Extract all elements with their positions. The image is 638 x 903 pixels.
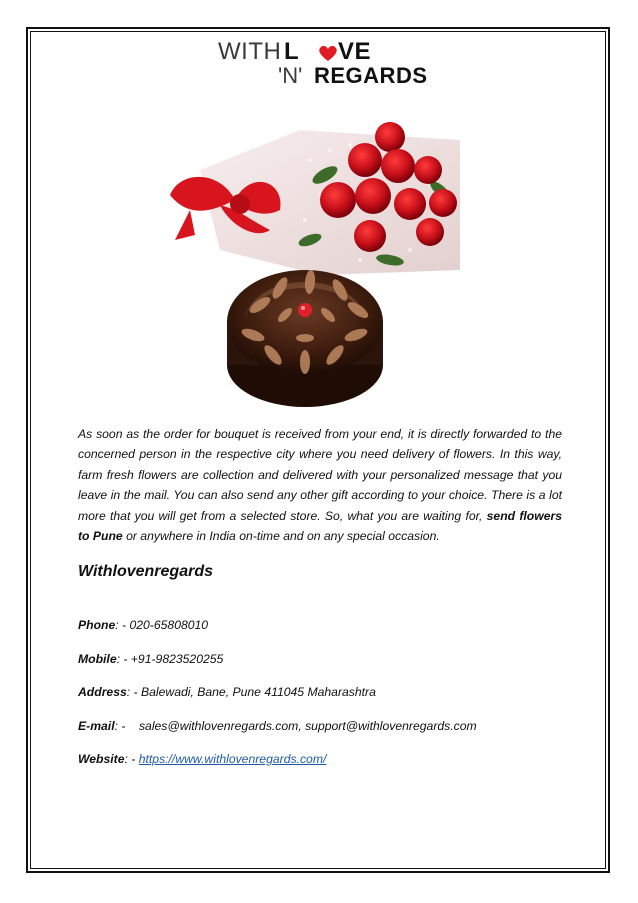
brand-logo — [218, 38, 428, 88]
contact-email — [78, 719, 477, 733]
company-name: Withlovenregards — [78, 563, 213, 580]
contact-address — [78, 685, 376, 699]
address-label: Address — [78, 685, 127, 699]
mobile-value: : - +91-9823520255 — [116, 652, 224, 666]
email-label: E-mail — [78, 719, 115, 733]
contact-mobile — [78, 652, 223, 666]
address-value: : - Balewadi, Bane, Pune 411045 Maharashtra — [126, 685, 376, 699]
logo-text-l: L — [284, 38, 300, 65]
website-link[interactable]: https://www.withlovenregards.com/ — [138, 752, 327, 766]
description-text-1: As soon as the order for bouquet is received from your end, it is directly forwarded to the concerned person in the respective city where you need delivery of flowers. In this way, farm fresh flowers are collection and delivered with your personalized message that you leave in the mail. You can also send any other gift according to your choice. There is a lot more that you will get from a selected store. So, what you are waiting for, — [78, 427, 562, 523]
phone-value: : - 020-65808010 — [115, 618, 209, 632]
website-separator: : - — [124, 752, 139, 766]
logo-text-n: 'N' — [278, 63, 303, 88]
logo-text-regards: REGARDS — [314, 63, 428, 88]
description-text-2: or anywhere in India on-time and on any special occasion. — [122, 529, 440, 544]
phone-label: Phone — [78, 618, 116, 632]
mobile-label: Mobile — [78, 652, 117, 666]
email-value: : - sales@withlovenregards.com, support@withlovenregards.com — [114, 719, 477, 733]
description-keyword: send flowers to Pune — [78, 508, 563, 544]
logo-text-with: WITH — [218, 38, 282, 65]
contact-website — [78, 752, 326, 766]
description-paragraph — [78, 424, 562, 546]
heart-icon — [318, 43, 338, 63]
logo-text-ve: VE — [338, 38, 372, 65]
contact-phone — [78, 618, 208, 632]
flowers-and-cake-photo — [160, 100, 470, 418]
website-label: Website — [78, 752, 125, 766]
